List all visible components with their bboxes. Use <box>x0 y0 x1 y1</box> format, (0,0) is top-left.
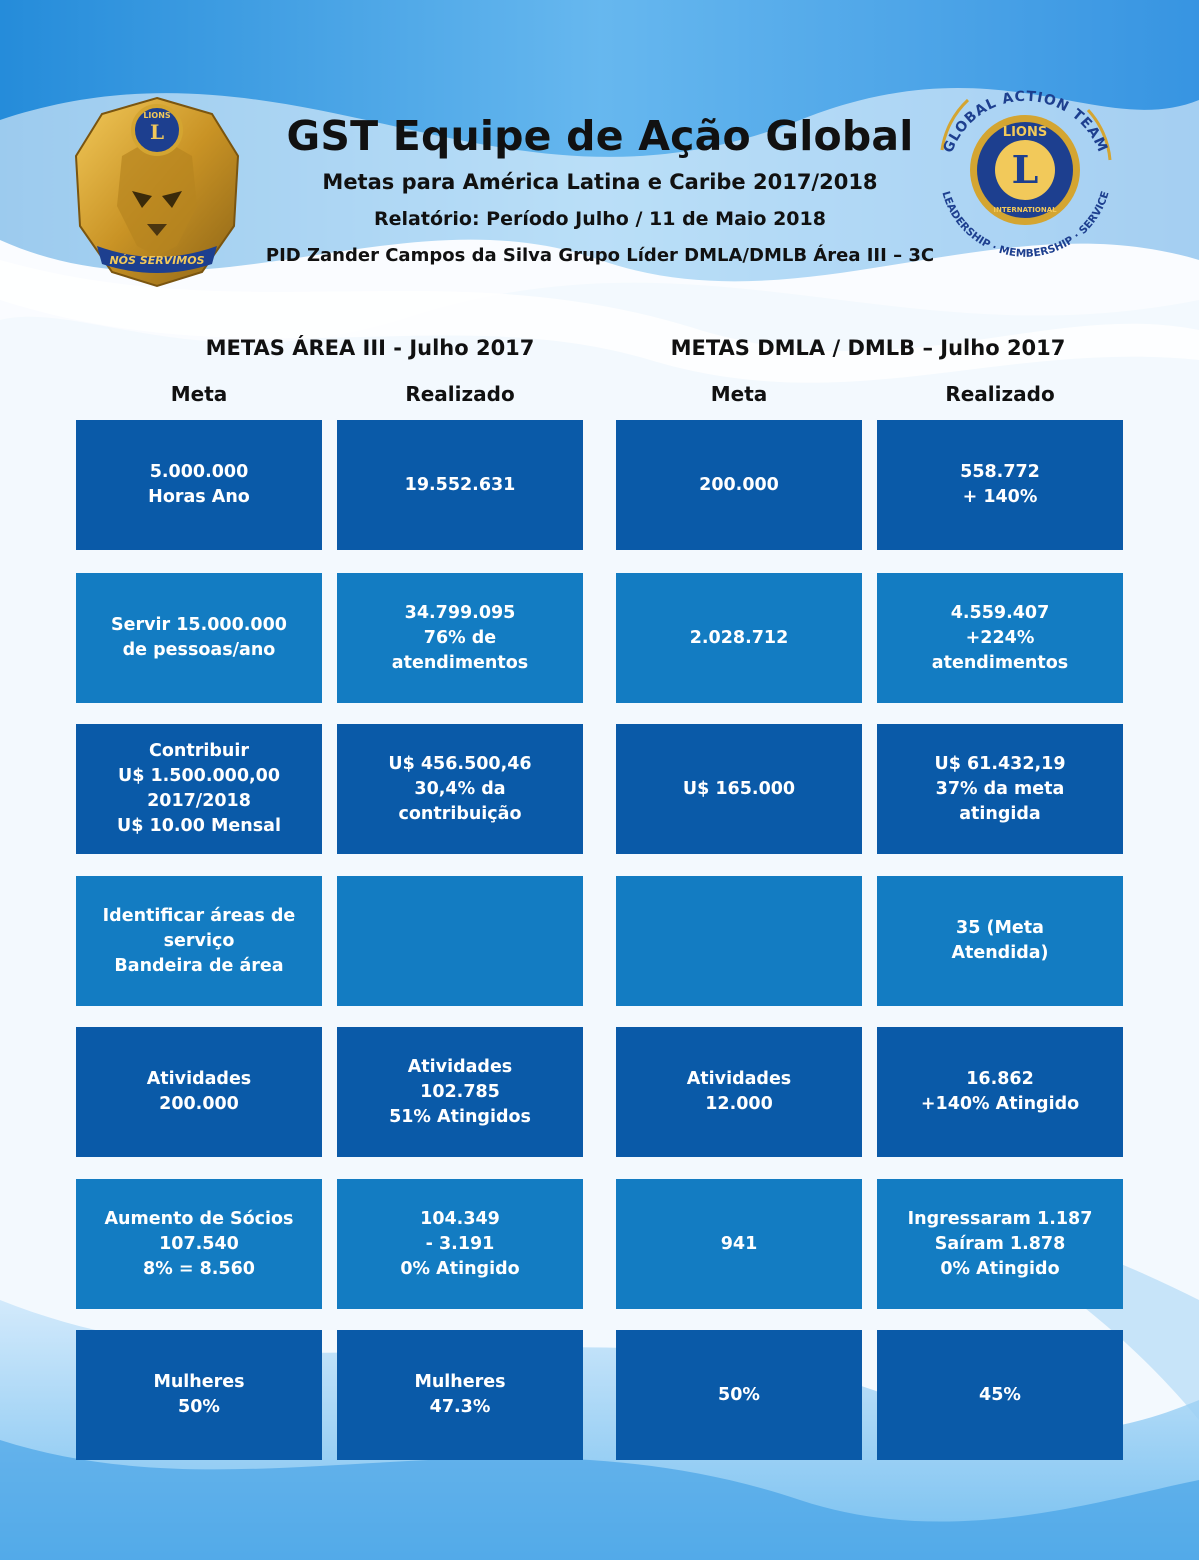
cell-area-realizado-contribute: U$ 456.500,46 30,4% da contribuição <box>337 724 583 854</box>
cell-area-meta-contribute: Contribuir U$ 1.500.000,00 2017/2018 U$ 10.00 Mensal <box>76 724 322 854</box>
cell-dmla-meta-serve: 2.028.712 <box>616 573 862 703</box>
cell-area-meta-serve: Servir 15.000.000 de pessoas/ano <box>76 573 322 703</box>
svg-text:L: L <box>1011 147 1039 192</box>
cell-dmla-meta-activities: Atividades 12.000 <box>616 1027 862 1157</box>
cell-dmla-meta-women: 50% <box>616 1330 862 1460</box>
header <box>0 0 1199 300</box>
cell-dmla-realizado-contribute: U$ 61.432,19 37% da meta atingida <box>877 724 1123 854</box>
right-logo-intl: INTERNATIONAL <box>993 206 1057 214</box>
cell-area-realizado-serve: 34.799.095 76% de atendimentos <box>337 573 583 703</box>
cell-area-meta-hours: 5.000.000 Horas Ano <box>76 420 322 550</box>
svg-text:L: L <box>149 120 165 144</box>
cell-area-meta-activities: Atividades 200.000 <box>76 1027 322 1157</box>
cell-dmla-meta-members: 941 <box>616 1179 862 1309</box>
cell-area-realizado-women: Mulheres 47.3% <box>337 1330 583 1460</box>
right-logo-name: LIONS <box>1002 125 1048 140</box>
report-period: Relatório: Período Julho / 11 de Maio 2018 <box>374 208 826 230</box>
cell-area-realizado-activities: Atividades 102.785 51% Atingidos <box>337 1027 583 1157</box>
cell-area-meta-identify: Identificar áreas de serviço Bandeira de área <box>76 876 322 1006</box>
cell-dmla-meta-contribute: U$ 165.000 <box>616 724 862 854</box>
cell-dmla-realizado-women: 45% <box>877 1330 1123 1460</box>
cell-area-meta-members: Aumento de Sócios 107.540 8% = 8.560 <box>76 1179 322 1309</box>
right-logo-top-text: GLOBAL ACTION TEAM <box>940 88 1111 156</box>
page-subtitle: Metas para América Latina e Caribe 2017/2018 <box>322 170 878 194</box>
section-title-dmla-dmlb: METAS DMLA / DMLB – Julho 2017 <box>670 336 1066 360</box>
col-head-realizado-area: Realizado <box>405 382 515 406</box>
cell-area-realizado-members: 104.349 - 3.191 0% Atingido <box>337 1179 583 1309</box>
page-title: GST Equipe de Ação Global <box>286 112 914 160</box>
left-logo-motto: NÓS SERVIMOS <box>109 254 205 267</box>
col-head-meta-area: Meta <box>170 382 228 406</box>
cell-dmla-realizado-hours: 558.772 + 140% <box>877 420 1123 550</box>
cell-dmla-realizado-activities: 16.862 +140% Atingido <box>877 1027 1123 1157</box>
cell-area-meta-women: Mulheres 50% <box>76 1330 322 1460</box>
right-logo-bottom-text: LEADERSHIP · MEMBERSHIP · SERVICE <box>939 189 1112 260</box>
left-logo-name: LIONS <box>143 111 171 120</box>
cell-dmla-realizado-serve: 4.559.407 +224% atendimentos <box>877 573 1123 703</box>
col-head-realizado-dmla: Realizado <box>945 382 1055 406</box>
cell-dmla-realizado-members: Ingressaram 1.187 Saíram 1.878 0% Atingido <box>877 1179 1123 1309</box>
cell-dmla-meta-hours: 200.000 <box>616 420 862 550</box>
cell-dmla-realizado-identify: 35 (Meta Atendida) <box>877 876 1123 1006</box>
leader-line: PID Zander Campos da Silva Grupo Líder DMLA/DMLB Área III – 3C <box>265 245 935 266</box>
section-title-area-iii: METAS ÁREA III - Julho 2017 <box>205 336 535 360</box>
col-head-meta-dmla: Meta <box>710 382 768 406</box>
cell-area-realizado-hours: 19.552.631 <box>337 420 583 550</box>
